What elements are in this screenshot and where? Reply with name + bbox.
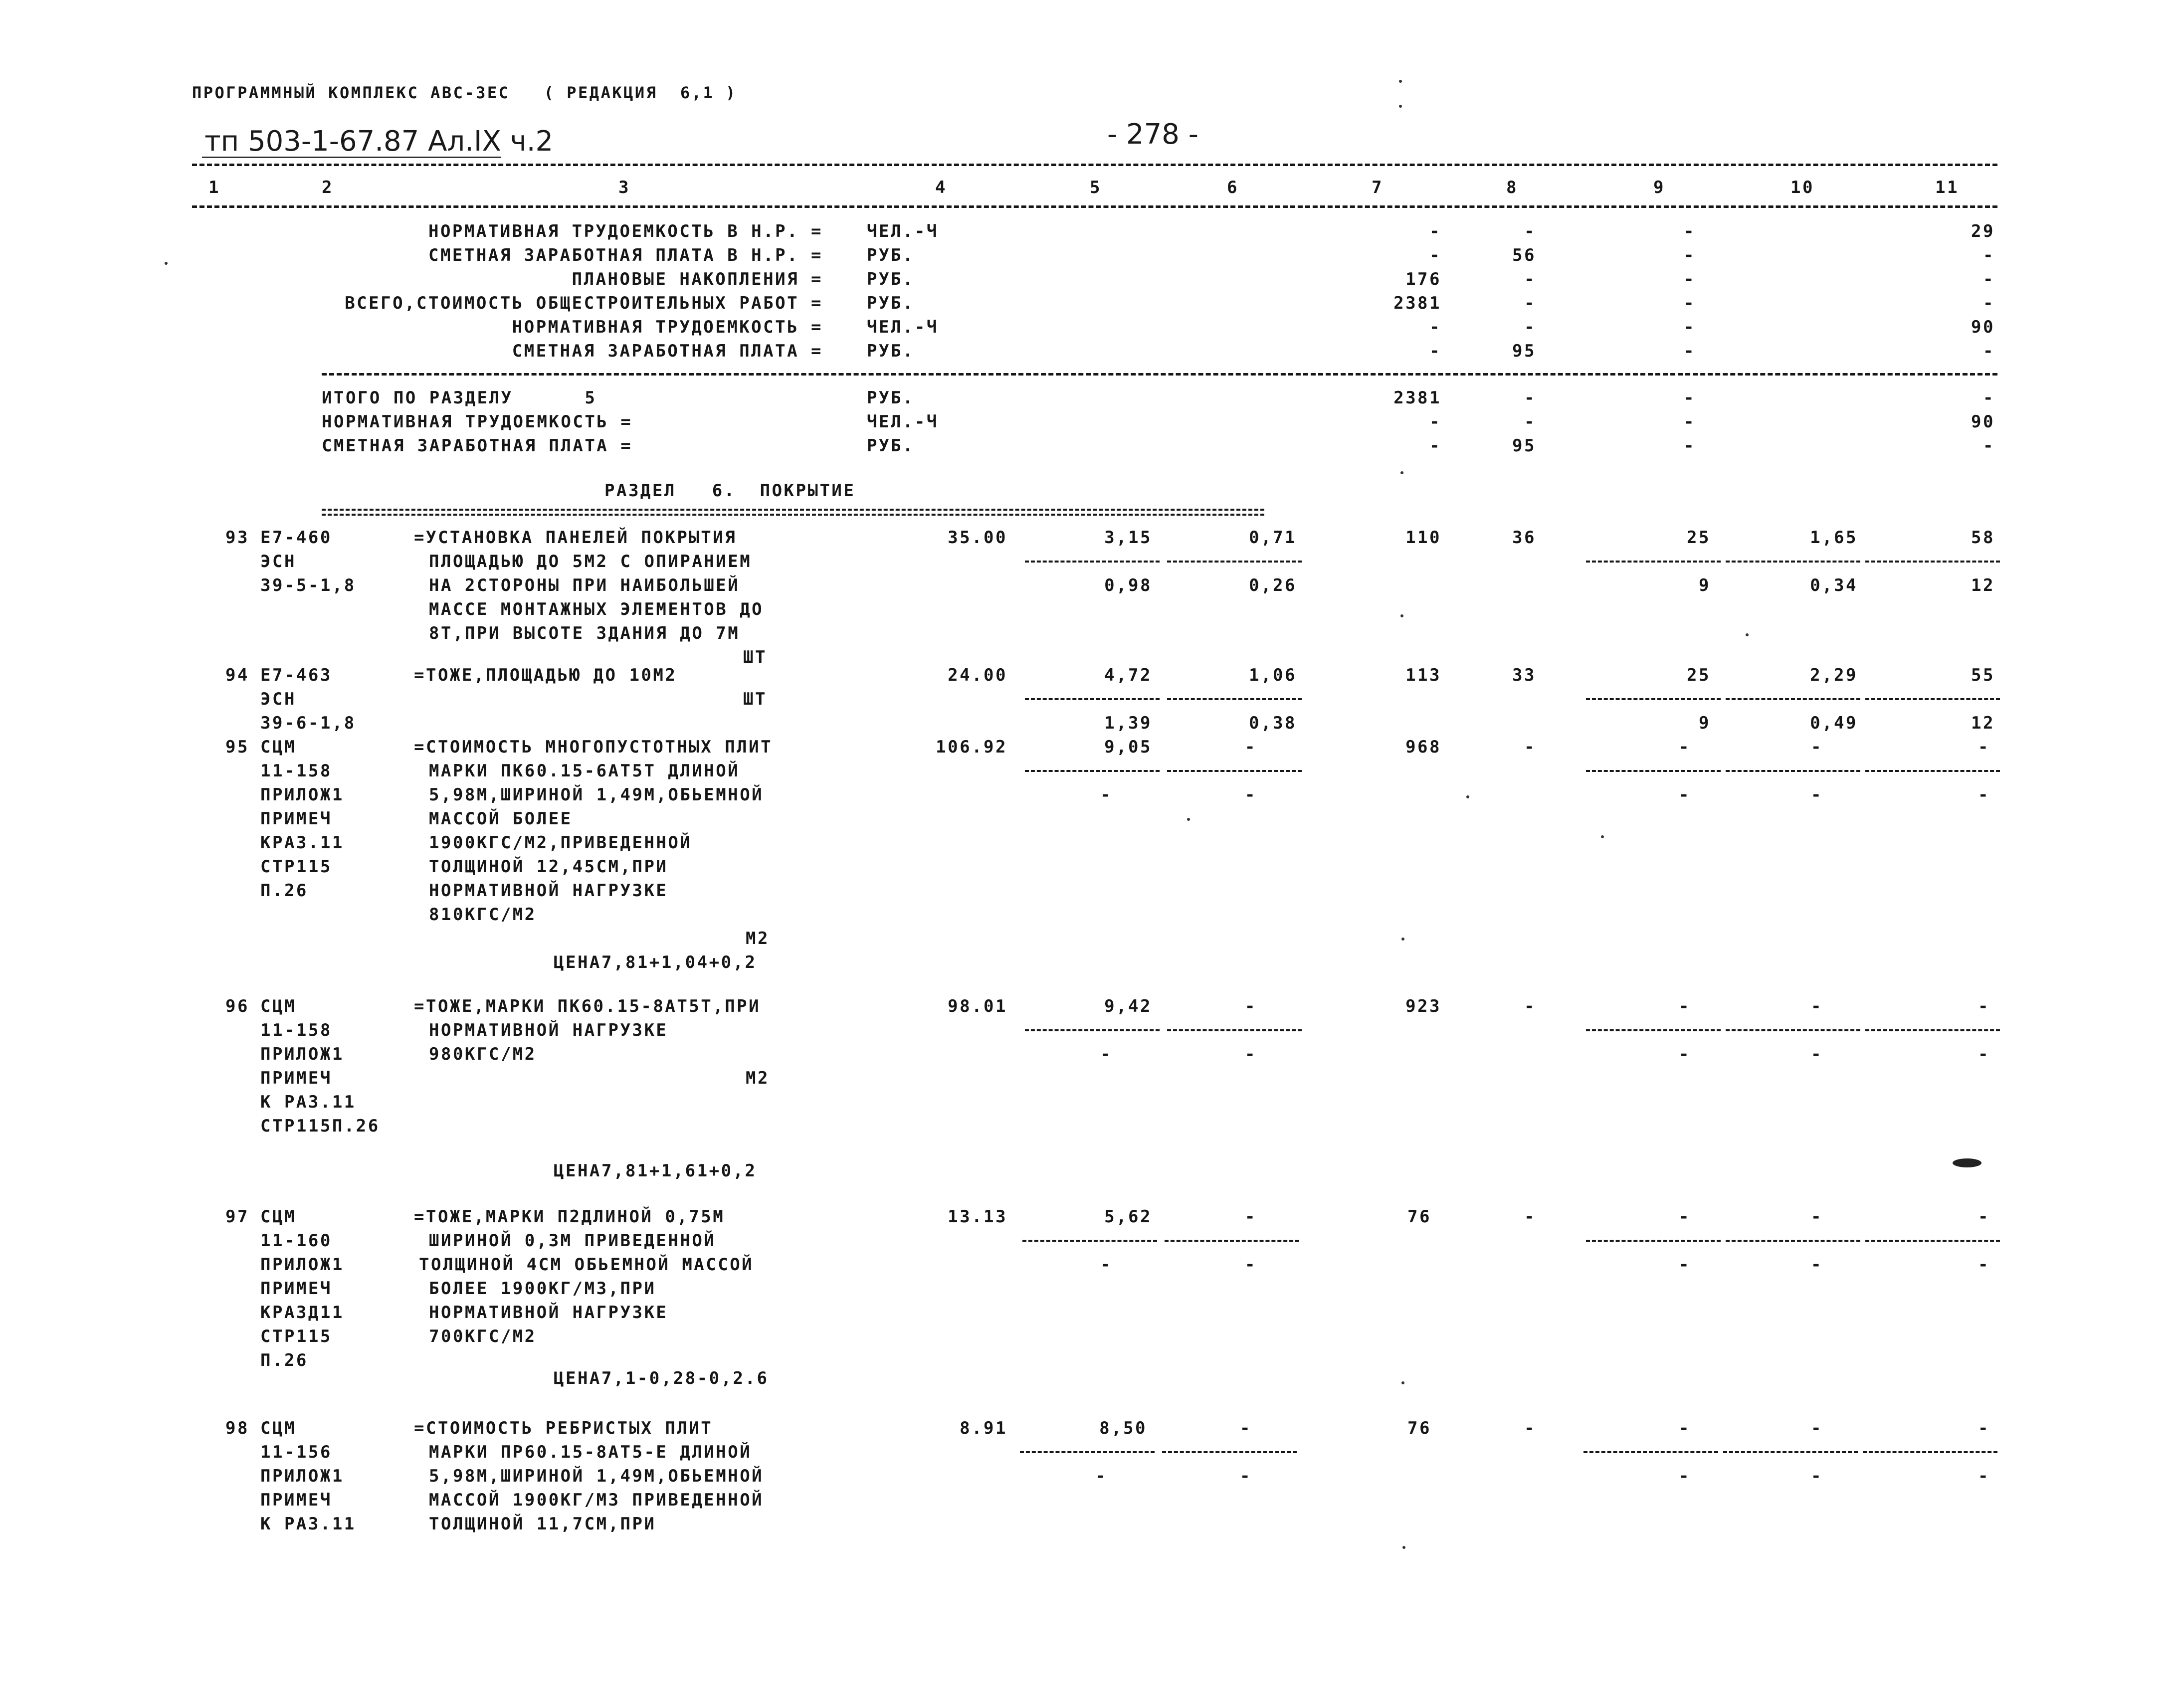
item-col11-bottom: - bbox=[1978, 785, 1990, 805]
summary-col9: - bbox=[1684, 317, 1696, 337]
item-col9-bottom: - bbox=[1679, 1255, 1691, 1275]
item-col10-bottom: 0,34 bbox=[1810, 575, 1858, 595]
item-col5-top: 9,42 bbox=[1104, 996, 1152, 1016]
summary-col7: - bbox=[1429, 221, 1441, 241]
document-reference: тп 503-1-67.87 Ал.IX ч.2 bbox=[204, 125, 554, 158]
item-col6-divider bbox=[1167, 770, 1302, 772]
item-code: ПРИЛОЖ1 bbox=[260, 1466, 344, 1486]
item-description: =СТОИМОСТЬ РЕБРИСТЫХ ПЛИТ bbox=[414, 1418, 713, 1438]
item-col11-bottom: 12 bbox=[1971, 575, 1995, 595]
section-title: РАЗДЕЛ 6. ПОКРЫТИЕ bbox=[604, 481, 856, 501]
summary-label: ПЛАНОВЫЕ НАКОПЛЕНИЯ = bbox=[572, 269, 823, 289]
item-col5-top: 9,05 bbox=[1104, 737, 1152, 757]
summary-col8: - bbox=[1524, 221, 1536, 241]
section-total-label: СМЕТНАЯ ЗАРАБОТНАЯ ПЛАТА = bbox=[322, 436, 633, 456]
section-total-unit: ЧЕЛ.-Ч bbox=[867, 412, 939, 432]
item-code: К РАЗ.11 bbox=[260, 1514, 356, 1534]
section-total-col11: - bbox=[1983, 388, 1995, 408]
item-description: НА 2СТОРОНЫ ПРИ НАИБОЛЬШЕЙ bbox=[429, 575, 740, 595]
item-code: СЦМ bbox=[260, 737, 296, 757]
item-col10-bottom: - bbox=[1811, 1255, 1823, 1275]
item-col10-bottom: 0,49 bbox=[1810, 713, 1858, 733]
column-header-5: 5 bbox=[1090, 178, 1102, 197]
item-col9-divider bbox=[1586, 698, 1721, 700]
item-description: 5,98М,ШИРИНОЙ 1,49М,ОБЬЕМНОЙ bbox=[429, 785, 764, 805]
item-col11-divider bbox=[1863, 1451, 1997, 1453]
item-description: НОРМАТИВНОЙ НАГРУЗКЕ bbox=[429, 1303, 668, 1323]
item-col10-top: - bbox=[1811, 1418, 1823, 1438]
item-col9-bottom: - bbox=[1679, 1044, 1691, 1064]
column-header-6: 6 bbox=[1227, 178, 1239, 197]
summary-unit: РУБ. bbox=[867, 341, 915, 361]
item-col5-bottom: - bbox=[1100, 1255, 1112, 1275]
item-col11-bottom: - bbox=[1978, 1466, 1990, 1486]
item-col11-top: - bbox=[1978, 1418, 1990, 1438]
scan-speck bbox=[165, 262, 168, 265]
summary-unit: ЧЕЛ.-Ч bbox=[867, 317, 939, 337]
section-total-col9: - bbox=[1684, 436, 1696, 456]
section-title-rule bbox=[322, 509, 1264, 511]
item-col6-top: 1,06 bbox=[1249, 665, 1297, 685]
document-reference-underline bbox=[202, 157, 501, 158]
column-header-2: 2 bbox=[322, 178, 334, 197]
summary-col8: 56 bbox=[1512, 245, 1536, 265]
item-col6-divider bbox=[1165, 1240, 1299, 1242]
summary-label: ВСЕГО,СТОИМОСТЬ ОБЩЕСТРОИТЕЛЬНЫХ РАБОТ = bbox=[345, 293, 823, 313]
item-col10-top: - bbox=[1811, 1207, 1823, 1227]
item-col11-divider bbox=[1865, 770, 2000, 772]
item-col11-top: 55 bbox=[1971, 665, 1995, 685]
item-col6-divider bbox=[1167, 1029, 1302, 1031]
item-col9-bottom: 9 bbox=[1699, 575, 1711, 595]
item-col11-top: 58 bbox=[1971, 528, 1995, 548]
item-col11-top: - bbox=[1978, 737, 1990, 757]
item-unit: М2 bbox=[746, 929, 770, 949]
summary-col9: - bbox=[1684, 341, 1696, 361]
item-col10-top: 2,29 bbox=[1810, 665, 1858, 685]
summary-col8: - bbox=[1524, 317, 1536, 337]
item-description: ТОЛЩИНОЙ 11,7СМ,ПРИ bbox=[429, 1514, 656, 1534]
scan-speck bbox=[1746, 633, 1749, 636]
item-col9-top: 25 bbox=[1687, 528, 1711, 548]
item-price-formula: ЦЕНА7,81+1,04+0,2 bbox=[554, 952, 757, 972]
item-col9-divider bbox=[1586, 1029, 1721, 1031]
item-col5-divider bbox=[1020, 1451, 1155, 1453]
column-header-3: 3 bbox=[618, 178, 630, 197]
scan-speck bbox=[1402, 1546, 1405, 1549]
item-description: МАССОЙ 1900КГ/М3 ПРИВЕДЕННОЙ bbox=[429, 1490, 764, 1510]
item-quantity: 24.00 bbox=[948, 665, 1007, 685]
item-description: МАРКИ ПК60.15-6АТ5Т ДЛИНОЙ bbox=[429, 761, 740, 781]
item-col9-bottom: - bbox=[1679, 785, 1691, 805]
item-col7: 110 bbox=[1405, 528, 1441, 548]
column-header-11: 11 bbox=[1935, 178, 1959, 197]
item-code: СЦМ bbox=[260, 996, 296, 1016]
summary-unit: РУБ. bbox=[867, 245, 915, 265]
item-col6-bottom: 0,38 bbox=[1249, 713, 1297, 733]
item-col6-bottom: 0,26 bbox=[1249, 575, 1297, 595]
summary-unit: ЧЕЛ.-Ч bbox=[867, 221, 939, 241]
item-col10-bottom: - bbox=[1811, 1044, 1823, 1064]
item-col9-divider bbox=[1586, 561, 1721, 563]
item-code: 11-160 bbox=[260, 1231, 332, 1251]
item-code: СТР115П.26 bbox=[260, 1116, 380, 1136]
scan-speck bbox=[1400, 614, 1403, 617]
item-col8: 36 bbox=[1512, 528, 1536, 548]
scan-speck bbox=[1400, 471, 1403, 474]
page-number: - 278 - bbox=[1107, 118, 1198, 151]
item-description: ТОЛЩИНОЙ 12,45СМ,ПРИ bbox=[429, 857, 668, 877]
summary-unit: РУБ. bbox=[867, 293, 915, 313]
scan-speck bbox=[1466, 795, 1469, 798]
summary-col11: - bbox=[1983, 293, 1995, 313]
section-total-label: ИТОГО ПО РАЗДЕЛУ 5 bbox=[322, 388, 597, 408]
summary-col9: - bbox=[1684, 245, 1696, 265]
item-col7: 968 bbox=[1405, 737, 1441, 757]
item-col8: - bbox=[1524, 996, 1536, 1016]
item-col9-divider bbox=[1586, 1240, 1721, 1242]
item-col9-top: - bbox=[1679, 1207, 1691, 1227]
item-description: ПЛОЩАДЬЮ ДО 5М2 С ОПИРАНИЕМ bbox=[429, 552, 752, 571]
column-header-8: 8 bbox=[1506, 178, 1518, 197]
item-code: П.26 bbox=[260, 1350, 308, 1370]
item-description: МАССЕ МОНТАЖНЫХ ЭЛЕМЕНТОВ ДО bbox=[429, 599, 764, 619]
item-col10-top: 1,65 bbox=[1810, 528, 1858, 548]
item-description: 700КГС/М2 bbox=[429, 1327, 537, 1346]
item-description: БОЛЕЕ 1900КГ/М3,ПРИ bbox=[429, 1279, 656, 1299]
item-col10-bottom: - bbox=[1811, 785, 1823, 805]
item-col5-bottom: - bbox=[1100, 785, 1112, 805]
item-code: СТР115 bbox=[260, 857, 332, 877]
item-col5-top: 8,50 bbox=[1099, 1418, 1147, 1438]
item-col8: - bbox=[1524, 1207, 1536, 1227]
item-col9-bottom: - bbox=[1679, 1466, 1691, 1486]
section-total-col9: - bbox=[1684, 412, 1696, 432]
item-col9-bottom: 9 bbox=[1699, 713, 1711, 733]
item-quantity: 35.00 bbox=[948, 528, 1007, 548]
item-description: =ТОЖЕ,ПЛОЩАДЬЮ ДО 10М2 bbox=[414, 665, 677, 685]
item-code: ПРИМЕЧ bbox=[260, 1279, 332, 1299]
item-description: =ТОЖЕ,МАРКИ ПК60.15-8АТ5Т,ПРИ bbox=[414, 996, 761, 1016]
section-total-label: НОРМАТИВНАЯ ТРУДОЕМКОСТЬ = bbox=[322, 412, 633, 432]
item-description: НОРМАТИВНОЙ НАГРУЗКЕ bbox=[429, 881, 668, 901]
summary-col7: 176 bbox=[1405, 269, 1441, 289]
item-code: П.26 bbox=[260, 881, 308, 901]
table-top-rule bbox=[192, 164, 1997, 166]
table-header-rule bbox=[192, 205, 1997, 208]
item-code: СТР115 bbox=[260, 1327, 332, 1346]
item-col11-divider bbox=[1865, 561, 2000, 563]
item-col10-divider bbox=[1723, 1451, 1858, 1453]
item-col10-top: - bbox=[1811, 996, 1823, 1016]
item-code: 11-158 bbox=[260, 1020, 332, 1040]
item-code: 39-5-1,8 bbox=[260, 575, 356, 595]
item-code: К РАЗ.11 bbox=[260, 1092, 356, 1112]
item-col6-top: - bbox=[1240, 1418, 1252, 1438]
column-header-1: 1 bbox=[208, 178, 220, 197]
section-total-col8: - bbox=[1524, 412, 1536, 432]
item-col5-divider bbox=[1025, 1029, 1160, 1031]
summary-label: СМЕТНАЯ ЗАРАБОТНАЯ ПЛАТА В Н.Р. = bbox=[428, 245, 823, 265]
item-col11-bottom: - bbox=[1978, 1044, 1990, 1064]
item-description: 980КГС/М2 bbox=[429, 1044, 537, 1064]
summary-col8: - bbox=[1524, 293, 1536, 313]
scan-speck bbox=[1187, 818, 1190, 821]
item-col5-divider bbox=[1025, 561, 1160, 563]
item-col10-bottom: - bbox=[1811, 1466, 1823, 1486]
item-description: МАРКИ ПР60.15-8АТ5-Е ДЛИНОЙ bbox=[429, 1442, 752, 1462]
item-description: МАССОЙ БОЛЕЕ bbox=[429, 809, 573, 829]
section-title-rule-2 bbox=[322, 514, 1264, 516]
item-col6-divider bbox=[1167, 698, 1302, 700]
item-col6-bottom: - bbox=[1245, 1255, 1257, 1275]
item-col5-divider bbox=[1025, 698, 1160, 700]
section-total-col11: - bbox=[1983, 436, 1995, 456]
item-description: 810КГС/М2 bbox=[429, 905, 537, 925]
summary-col7: - bbox=[1429, 317, 1441, 337]
item-col9-top: 25 bbox=[1687, 665, 1711, 685]
item-price-formula: ЦЕНА7,81+1,61+0,2 bbox=[554, 1161, 757, 1181]
section-total-col9: - bbox=[1684, 388, 1696, 408]
item-number: 96 bbox=[225, 996, 249, 1016]
column-header-9: 9 bbox=[1653, 178, 1665, 197]
scan-speck bbox=[1399, 80, 1402, 83]
item-col10-divider bbox=[1726, 561, 1860, 563]
item-code: ЭСН bbox=[260, 689, 296, 709]
summary-col9: - bbox=[1684, 293, 1696, 313]
item-col7: 113 bbox=[1405, 665, 1441, 685]
summary-col9: - bbox=[1684, 221, 1696, 241]
item-description: 8Т,ПРИ ВЫСОТЕ ЗДАНИЯ ДО 7М bbox=[429, 623, 740, 643]
item-col5-top: 3,15 bbox=[1104, 528, 1152, 548]
summary-col11: - bbox=[1983, 269, 1995, 289]
section-total-unit: РУБ. bbox=[867, 388, 915, 408]
item-col10-divider bbox=[1726, 1240, 1860, 1242]
item-unit: ШТ bbox=[743, 647, 767, 667]
summary-col11: - bbox=[1983, 245, 1995, 265]
item-col11-bottom: 12 bbox=[1971, 713, 1995, 733]
item-code: Е7-463 bbox=[260, 665, 332, 685]
scan-speck bbox=[1601, 835, 1604, 838]
item-col5-bottom: - bbox=[1100, 1044, 1112, 1064]
scan-blot bbox=[1953, 1158, 1982, 1167]
summary-col7: - bbox=[1429, 341, 1441, 361]
item-col5-divider bbox=[1025, 770, 1160, 772]
item-col10-divider bbox=[1726, 698, 1860, 700]
item-unit: М2 bbox=[746, 1068, 770, 1088]
item-code: Е7-460 bbox=[260, 528, 332, 548]
summary-col11: 29 bbox=[1971, 221, 1995, 241]
summary-col11: 90 bbox=[1971, 317, 1995, 337]
program-title: ПРОГРАММНЫЙ КОМПЛЕКС АВС-ЗЕС ( РЕДАКЦИЯ 6,1 ) bbox=[192, 83, 737, 102]
item-col11-divider bbox=[1865, 1029, 2000, 1031]
item-description: 5,98М,ШИРИНОЙ 1,49М,ОБЬЕМНОЙ bbox=[429, 1466, 764, 1486]
item-col9-top: - bbox=[1679, 737, 1691, 757]
item-description: НОРМАТИВНОЙ НАГРУЗКЕ bbox=[429, 1020, 668, 1040]
section-total-unit: РУБ. bbox=[867, 436, 915, 456]
item-col5-bottom: - bbox=[1095, 1466, 1107, 1486]
item-quantity: 98.01 bbox=[948, 996, 1007, 1016]
summary-label: СМЕТНАЯ ЗАРАБОТНАЯ ПЛАТА = bbox=[512, 341, 823, 361]
section-total-col8: 95 bbox=[1512, 436, 1536, 456]
item-description: =УСТАНОВКА ПАНЕЛЕЙ ПОКРЫТИЯ bbox=[414, 528, 737, 548]
item-col8: 33 bbox=[1512, 665, 1536, 685]
item-col6-divider bbox=[1167, 561, 1302, 563]
item-code: СЦМ bbox=[260, 1418, 296, 1438]
summary-col7: - bbox=[1429, 245, 1441, 265]
item-number: 98 bbox=[225, 1418, 249, 1438]
column-header-10: 10 bbox=[1790, 178, 1814, 197]
item-col11-divider bbox=[1865, 698, 2000, 700]
item-col8: - bbox=[1524, 1418, 1536, 1438]
item-col11-bottom: - bbox=[1978, 1255, 1990, 1275]
item-price-formula: ЦЕНА7,1-0,28-0,2.6 bbox=[554, 1368, 769, 1388]
item-quantity: 106.92 bbox=[936, 737, 1007, 757]
item-code: 11-158 bbox=[260, 761, 332, 781]
item-code: ПРИЛОЖ1 bbox=[260, 1044, 344, 1064]
item-code: ЭСН bbox=[260, 552, 296, 571]
item-quantity: 13.13 bbox=[948, 1207, 1007, 1227]
item-code: ПРИМЕЧ bbox=[260, 1490, 332, 1510]
item-col7: 76 bbox=[1407, 1418, 1431, 1438]
summary-rule bbox=[322, 373, 1997, 376]
section-total-col7: 2381 bbox=[1393, 388, 1441, 408]
item-quantity: 8.91 bbox=[960, 1418, 1007, 1438]
section-total-col11: 90 bbox=[1971, 412, 1995, 432]
item-number: 95 bbox=[225, 737, 249, 757]
item-code: 39-6-1,8 bbox=[260, 713, 356, 733]
item-col11-top: - bbox=[1978, 996, 1990, 1016]
item-code: КРАЗ.11 bbox=[260, 833, 344, 853]
section-total-col8: - bbox=[1524, 388, 1536, 408]
item-number: 93 bbox=[225, 528, 249, 548]
scan-speck bbox=[1401, 1381, 1404, 1384]
item-col6-bottom: - bbox=[1245, 1044, 1257, 1064]
column-header-7: 7 bbox=[1372, 178, 1384, 197]
item-col10-top: - bbox=[1811, 737, 1823, 757]
item-code: ПРИМЕЧ bbox=[260, 809, 332, 829]
item-number: 94 bbox=[225, 665, 249, 685]
item-code: СЦМ bbox=[260, 1207, 296, 1227]
summary-label: НОРМАТИВНАЯ ТРУДОЕМКОСТЬ В Н.Р. = bbox=[428, 221, 823, 241]
column-header-4: 4 bbox=[935, 178, 947, 197]
item-col6-top: - bbox=[1245, 1207, 1257, 1227]
item-number: 97 bbox=[225, 1207, 249, 1227]
item-col6-bottom: - bbox=[1245, 785, 1257, 805]
item-col11-top: - bbox=[1978, 1207, 1990, 1227]
item-col6-top: - bbox=[1245, 737, 1257, 757]
item-description: ТОЛЩИНОЙ 4СМ ОБЬЕМНОЙ МАССОЙ bbox=[419, 1255, 754, 1275]
scan-speck bbox=[1399, 105, 1402, 108]
item-col9-divider bbox=[1584, 1451, 1718, 1453]
summary-col9: - bbox=[1684, 269, 1696, 289]
item-col6-bottom: - bbox=[1240, 1466, 1252, 1486]
item-code: КРАЗД11 bbox=[260, 1303, 344, 1323]
item-code: ПРИЛОЖ1 bbox=[260, 785, 344, 805]
item-col9-top: - bbox=[1679, 1418, 1691, 1438]
item-col10-divider bbox=[1726, 1029, 1860, 1031]
item-description: =ТОЖЕ,МАРКИ П2ДЛИНОЙ 0,75М bbox=[414, 1207, 725, 1227]
scan-speck bbox=[1401, 938, 1404, 941]
item-col8: - bbox=[1524, 737, 1536, 757]
item-col5-top: 4,72 bbox=[1104, 665, 1152, 685]
item-col7: 923 bbox=[1405, 996, 1441, 1016]
item-col5-bottom: 1,39 bbox=[1104, 713, 1152, 733]
item-description: ШИРИНОЙ 0,3М ПРИВЕДЕННОЙ bbox=[429, 1231, 716, 1251]
summary-col11: - bbox=[1983, 341, 1995, 361]
summary-label: НОРМАТИВНАЯ ТРУДОЕМКОСТЬ = bbox=[512, 317, 823, 337]
item-col11-divider bbox=[1865, 1240, 2000, 1242]
item-col6-top: - bbox=[1245, 996, 1257, 1016]
summary-unit: РУБ. bbox=[867, 269, 915, 289]
summary-col7: 2381 bbox=[1393, 293, 1441, 313]
item-col5-top: 5,62 bbox=[1104, 1207, 1152, 1227]
summary-col8: 95 bbox=[1512, 341, 1536, 361]
item-description: =СТОИМОСТЬ МНОГОПУСТОТНЫХ ПЛИТ bbox=[414, 737, 773, 757]
item-col5-bottom: 0,98 bbox=[1104, 575, 1152, 595]
section-total-col7: - bbox=[1429, 436, 1441, 456]
item-code: ПРИМЕЧ bbox=[260, 1068, 332, 1088]
item-code: 11-156 bbox=[260, 1442, 332, 1462]
item-col9-top: - bbox=[1679, 996, 1691, 1016]
item-unit: ШТ bbox=[743, 689, 767, 709]
item-code: ПРИЛОЖ1 bbox=[260, 1255, 344, 1275]
item-col9-divider bbox=[1586, 770, 1721, 772]
item-col6-top: 0,71 bbox=[1249, 528, 1297, 548]
item-col6-divider bbox=[1162, 1451, 1297, 1453]
item-col7: 76 bbox=[1407, 1207, 1431, 1227]
item-description: 1900КГС/М2,ПРИВЕДЕННОЙ bbox=[429, 833, 692, 853]
summary-col8: - bbox=[1524, 269, 1536, 289]
item-col10-divider bbox=[1726, 770, 1860, 772]
section-total-col7: - bbox=[1429, 412, 1441, 432]
item-col5-divider bbox=[1022, 1240, 1157, 1242]
